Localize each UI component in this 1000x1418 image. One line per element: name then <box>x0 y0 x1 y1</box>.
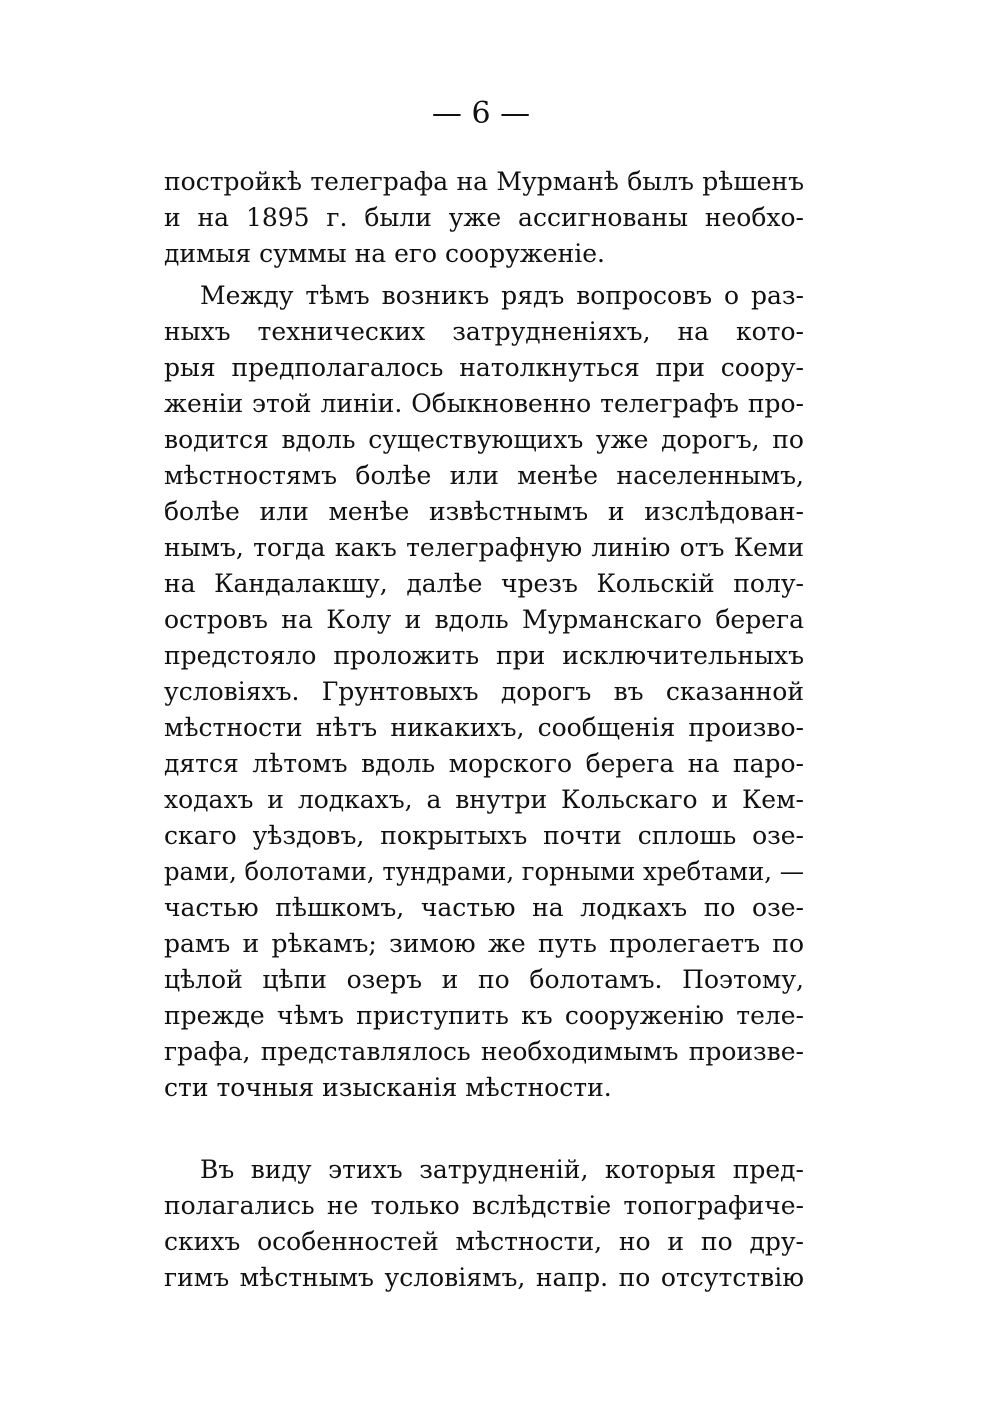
text-line: предстояло проложить при исключительныхъ <box>164 641 804 670</box>
text-line: постройкѣ телеграфа на Мурманѣ былъ рѣшенъ <box>164 167 804 196</box>
text-line: рами, болотами, тундрами, горными хребтами, — <box>164 857 804 886</box>
text-line: скихъ особенностей мѣстности, но и по дру- <box>164 1227 804 1256</box>
text-line: частью пѣшкомъ, частью на лодкахъ по озе- <box>164 893 804 922</box>
text-line: Между тѣмъ возникъ рядъ вопросовъ о раз- <box>200 281 804 310</box>
text-line: условіяхъ. Грунтовыхъ дорогъ въ сказанной <box>164 677 804 706</box>
text-line: гимъ мѣстнымъ условіямъ, напр. по отсутствію <box>164 1263 804 1292</box>
text-line: нымъ, тогда какъ телеграфную линію отъ Кеми <box>164 533 804 562</box>
text-line: графа, представлялось необходимымъ произве- <box>164 1037 804 1066</box>
text-line: водится вдоль существующихъ уже дорогъ, по <box>164 425 804 454</box>
text-line: мѣстности нѣтъ никакихъ, сообщенія произво- <box>164 713 804 742</box>
text-line: скаго уѣздовъ, покрытыхъ почти сплошь озе- <box>164 821 804 850</box>
text-line: сти точныя изысканія мѣстности. <box>164 1073 612 1102</box>
text-line: ныхъ технических затрудненіяхъ, на кото- <box>164 317 804 346</box>
text-line: и на 1895 г. были уже ассигнованы необхо- <box>164 203 804 232</box>
text-line: на Кандалакшу, далѣе чрезъ Кольскій полу- <box>164 569 804 598</box>
text-line: Въ виду этихъ затрудненій, которыя пред- <box>200 1155 804 1184</box>
text-line: прежде чѣмъ приступить къ сооруженію теле- <box>164 1001 804 1030</box>
text-line: димыя суммы на его сооруженіе. <box>164 239 605 268</box>
text-line: болѣе или менѣе извѣстнымъ и изслѣдован- <box>164 497 804 526</box>
text-line: дятся лѣтомъ вдоль морского берега на паро- <box>164 749 804 778</box>
text-line: женіи этой линіи. Обыкновенно телеграфъ про- <box>164 389 804 418</box>
text-line: цѣлой цѣпи озеръ и по болотамъ. Поэтому, <box>164 965 804 994</box>
text-line: рамъ и рѣкамъ; зимою же путь пролегаетъ по <box>164 929 804 958</box>
text-line: ходахъ и лодкахъ, а внутри Кольскаго и Кем- <box>164 785 804 814</box>
text-line: островъ на Колу и вдоль Мурманскаго берега <box>164 605 804 634</box>
page-number: — 6 — <box>431 96 531 131</box>
text-line: рыя предполагалось натолкнуться при соору- <box>164 353 804 382</box>
text-line: полагались не только вслѣдствіе топографиче- <box>164 1191 804 1220</box>
text-line: мѣстностямъ болѣе или менѣе населеннымъ, <box>164 461 804 490</box>
